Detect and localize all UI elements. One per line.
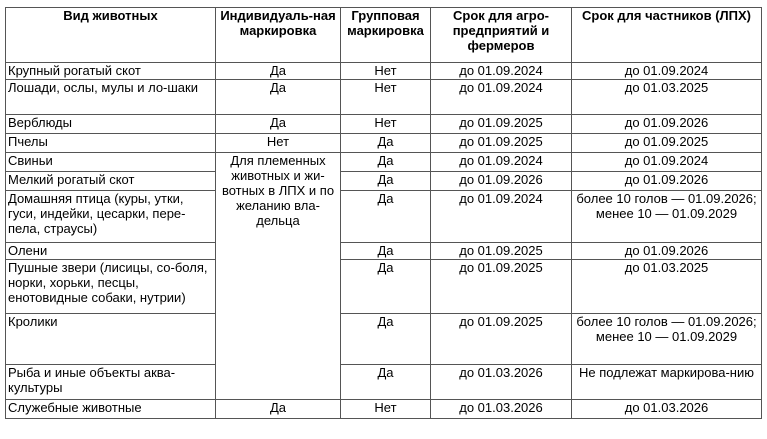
private-deadline-cell: до 01.09.2024 xyxy=(572,63,762,80)
header-individual: Индивидуаль-ная маркировка xyxy=(216,8,341,63)
animal-cell: Пушные звери (лисицы, со-боля, норки, хорьки, песцы, енотовидные собаки, нутрии) xyxy=(6,260,216,314)
table-row xyxy=(6,134,762,153)
group-cell: Да xyxy=(341,260,431,314)
private-deadline-cell: до 01.03.2025 xyxy=(572,80,762,115)
group-cell: Да xyxy=(341,314,431,365)
group-cell: Да xyxy=(341,191,431,243)
table-row xyxy=(6,80,762,115)
table-row xyxy=(6,63,762,80)
merged-individual-note: Для племенных животных и жи-вотных в ЛПХ и по желанию вла-дельца xyxy=(216,153,341,400)
agro-deadline-cell: до 01.09.2026 xyxy=(431,172,572,191)
private-deadline-cell: более 10 голов — 01.09.2026; менее 10 — 01.09.2029 xyxy=(572,191,762,243)
private-deadline-cell: до 01.09.2024 xyxy=(572,153,762,172)
animal-cell: Кролики xyxy=(6,314,216,365)
animal-cell: Верблюды xyxy=(6,115,216,134)
individual-cell: Да xyxy=(216,400,341,419)
animal-cell: Свиньи xyxy=(6,153,216,172)
group-cell: Нет xyxy=(341,80,431,115)
table-row xyxy=(6,400,762,419)
table-row xyxy=(6,153,762,172)
header-row xyxy=(6,8,762,63)
agro-deadline-cell: до 01.09.2024 xyxy=(431,80,572,115)
individual-cell: Нет xyxy=(216,134,341,153)
animal-cell: Рыба и иные объекты аква-культуры xyxy=(6,365,216,400)
private-deadline-cell: до 01.03.2026 xyxy=(572,400,762,419)
individual-cell: Да xyxy=(216,63,341,80)
table-row xyxy=(6,172,762,191)
private-deadline-cell: до 01.09.2026 xyxy=(572,115,762,134)
individual-cell: Да xyxy=(216,80,341,115)
header-deadline-private: Срок для частников (ЛПХ) xyxy=(572,8,762,63)
agro-deadline-cell: до 01.09.2024 xyxy=(431,63,572,80)
table-row xyxy=(6,260,762,314)
group-cell: Да xyxy=(341,243,431,260)
agro-deadline-cell: до 01.09.2025 xyxy=(431,314,572,365)
table-row xyxy=(6,365,762,400)
agro-deadline-cell: до 01.09.2024 xyxy=(431,153,572,172)
group-cell: Нет xyxy=(341,115,431,134)
group-cell: Да xyxy=(341,365,431,400)
animal-cell: Мелкий рогатый скот xyxy=(6,172,216,191)
private-deadline-cell: более 10 голов — 01.09.2026; менее 10 — 01.09.2029 xyxy=(572,314,762,365)
header-deadline-agro: Срок для агро-предприятий и фермеров xyxy=(431,8,572,63)
group-cell: Да xyxy=(341,134,431,153)
private-deadline-cell: до 01.09.2026 xyxy=(572,243,762,260)
agro-deadline-cell: до 01.09.2025 xyxy=(431,115,572,134)
agro-deadline-cell: до 01.03.2026 xyxy=(431,365,572,400)
animal-cell: Служебные животные xyxy=(6,400,216,419)
group-cell: Нет xyxy=(341,63,431,80)
table-row xyxy=(6,243,762,260)
group-cell: Нет xyxy=(341,400,431,419)
animal-cell: Олени xyxy=(6,243,216,260)
agro-deadline-cell: до 01.09.2024 xyxy=(431,191,572,243)
individual-cell: Да xyxy=(216,115,341,134)
animal-cell: Домашняя птица (куры, утки, гуси, индейки, цесарки, пере-пела, страусы) xyxy=(6,191,216,243)
animal-cell: Крупный рогатый скот xyxy=(6,63,216,80)
private-deadline-cell: Не подлежат маркирова-нию xyxy=(572,365,762,400)
table-row xyxy=(6,314,762,365)
agro-deadline-cell: до 01.03.2026 xyxy=(431,400,572,419)
animal-marking-table xyxy=(5,7,762,419)
private-deadline-cell: до 01.09.2026 xyxy=(572,172,762,191)
animal-cell: Пчелы xyxy=(6,134,216,153)
table-row xyxy=(6,191,762,243)
group-cell: Да xyxy=(341,153,431,172)
private-deadline-cell: до 01.03.2025 xyxy=(572,260,762,314)
private-deadline-cell: до 01.09.2025 xyxy=(572,134,762,153)
agro-deadline-cell: до 01.09.2025 xyxy=(431,243,572,260)
animal-cell: Лошади, ослы, мулы и ло-шаки xyxy=(6,80,216,115)
header-group: Групповая маркировка xyxy=(341,8,431,63)
table-row xyxy=(6,115,762,134)
group-cell: Да xyxy=(341,172,431,191)
header-animal-type: Вид животных xyxy=(6,8,216,63)
agro-deadline-cell: до 01.09.2025 xyxy=(431,134,572,153)
agro-deadline-cell: до 01.09.2025 xyxy=(431,260,572,314)
